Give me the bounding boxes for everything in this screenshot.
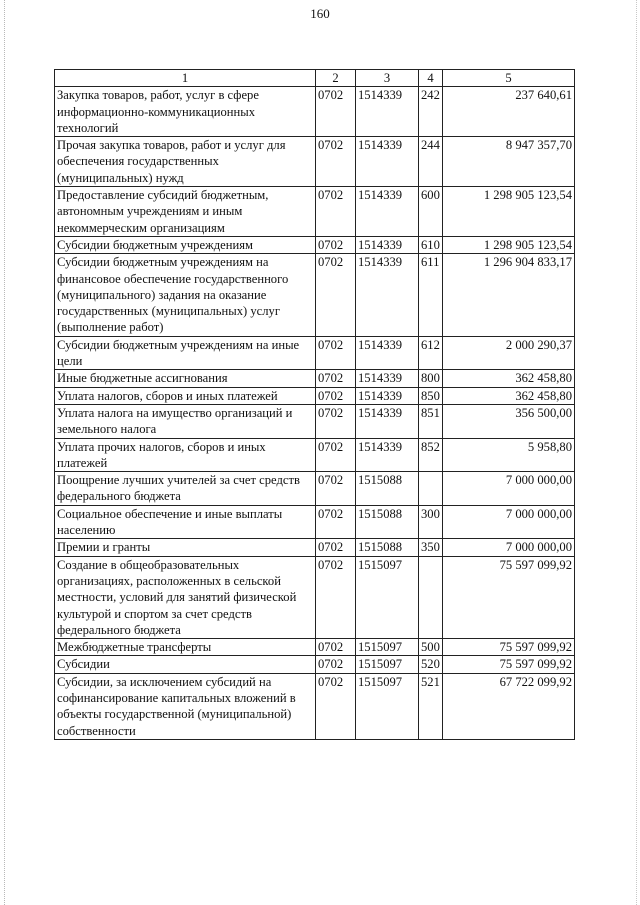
row-expense-type: 612 [419, 336, 443, 370]
table-body [55, 87, 575, 740]
table-row [55, 438, 575, 472]
row-name: Иные бюджетные ассигнования [55, 370, 316, 387]
scan-edge-right [636, 0, 637, 905]
row-name: Предоставление субсидий бюджетным, автономным учреждениям и иным некоммерческим организациям [55, 187, 316, 237]
row-expense-type: 350 [419, 539, 443, 556]
table-row [55, 370, 575, 387]
row-section-code: 0702 [316, 656, 356, 673]
row-expense-type [419, 472, 443, 506]
row-amount: 75 597 099,92 [443, 656, 575, 673]
row-expense-type [419, 556, 443, 638]
row-name: Субсидии бюджетным учреждениям на финансовое обеспечение государственного (муниципального) задания на оказание государственных (муниципальных) услуг (выполнение работ) [55, 254, 316, 336]
row-amount: 2 000 290,37 [443, 336, 575, 370]
header-col-3: 3 [356, 70, 419, 87]
row-amount: 75 597 099,92 [443, 556, 575, 638]
table-row [55, 656, 575, 673]
table-row [55, 187, 575, 237]
row-expense-type: 500 [419, 639, 443, 656]
row-section-code: 0702 [316, 639, 356, 656]
row-amount: 75 597 099,92 [443, 639, 575, 656]
row-target-code: 1515097 [356, 639, 419, 656]
table-row [55, 556, 575, 638]
row-name: Уплата налогов, сборов и иных платежей [55, 387, 316, 404]
row-name: Поощрение лучших учителей за счет средств федерального бюджета [55, 472, 316, 506]
row-target-code: 1514339 [356, 438, 419, 472]
row-section-code: 0702 [316, 370, 356, 387]
header-col-1: 1 [55, 70, 316, 87]
row-section-code: 0702 [316, 472, 356, 506]
row-expense-type: 521 [419, 673, 443, 739]
row-expense-type: 520 [419, 656, 443, 673]
row-amount: 237 640,61 [443, 87, 575, 137]
row-section-code: 0702 [316, 438, 356, 472]
row-section-code: 0702 [316, 673, 356, 739]
row-amount: 5 958,80 [443, 438, 575, 472]
row-section-code: 0702 [316, 404, 356, 438]
row-expense-type: 852 [419, 438, 443, 472]
row-name: Межбюджетные трансферты [55, 639, 316, 656]
table-row [55, 404, 575, 438]
row-expense-type: 851 [419, 404, 443, 438]
row-expense-type: 300 [419, 505, 443, 539]
table-row [55, 505, 575, 539]
row-target-code: 1514339 [356, 87, 419, 137]
row-amount: 7 000 000,00 [443, 505, 575, 539]
row-name: Прочая закупка товаров, работ и услуг для обеспечения государственных (муниципальных) нужд [55, 137, 316, 187]
row-target-code: 1515088 [356, 472, 419, 506]
row-amount: 7 000 000,00 [443, 472, 575, 506]
row-target-code: 1515088 [356, 505, 419, 539]
row-name: Субсидии бюджетным учреждениям на иные цели [55, 336, 316, 370]
row-section-code: 0702 [316, 336, 356, 370]
row-target-code: 1514339 [356, 387, 419, 404]
row-target-code: 1514339 [356, 370, 419, 387]
row-target-code: 1514339 [356, 404, 419, 438]
table-row [55, 137, 575, 187]
row-section-code: 0702 [316, 137, 356, 187]
row-expense-type: 600 [419, 187, 443, 237]
budget-table [54, 69, 575, 740]
row-section-code: 0702 [316, 187, 356, 237]
row-name: Субсидии, за исключением субсидий на софинансирование капитальных вложений в объекты государственной (муниципальной) собственности [55, 673, 316, 739]
table-row [55, 472, 575, 506]
row-expense-type: 244 [419, 137, 443, 187]
row-target-code: 1514339 [356, 254, 419, 336]
table-row [55, 236, 575, 253]
row-amount: 356 500,00 [443, 404, 575, 438]
row-name: Субсидии [55, 656, 316, 673]
row-section-code: 0702 [316, 236, 356, 253]
row-section-code: 0702 [316, 87, 356, 137]
table-row [55, 87, 575, 137]
row-name: Уплата прочих налогов, сборов и иных платежей [55, 438, 316, 472]
row-target-code: 1514339 [356, 336, 419, 370]
table-row [55, 673, 575, 739]
header-col-2: 2 [316, 70, 356, 87]
row-target-code: 1514339 [356, 187, 419, 237]
row-amount: 1 298 905 123,54 [443, 236, 575, 253]
row-target-code: 1514339 [356, 137, 419, 187]
scan-edge-left [4, 0, 5, 905]
table-row [55, 639, 575, 656]
row-amount: 1 298 905 123,54 [443, 187, 575, 237]
row-name: Закупка товаров, работ, услуг в сфере информационно-коммуникационных технологий [55, 87, 316, 137]
row-expense-type: 850 [419, 387, 443, 404]
row-name: Социальное обеспечение и иные выплаты населению [55, 505, 316, 539]
page-number: 160 [310, 6, 330, 21]
row-target-code: 1515097 [356, 673, 419, 739]
header-col-5: 5 [443, 70, 575, 87]
row-expense-type: 242 [419, 87, 443, 137]
row-amount: 67 722 099,92 [443, 673, 575, 739]
row-section-code: 0702 [316, 387, 356, 404]
header-row [55, 70, 575, 87]
row-target-code: 1515097 [356, 556, 419, 638]
row-expense-type: 800 [419, 370, 443, 387]
table-row [55, 336, 575, 370]
table-row [55, 254, 575, 336]
row-name: Создание в общеобразовательных организациях, расположенных в сельской местности, условий для занятий физической культурой и спортом за счет средств федерального бюджета [55, 556, 316, 638]
row-amount: 362 458,80 [443, 387, 575, 404]
row-name: Субсидии бюджетным учреждениям [55, 236, 316, 253]
row-amount: 7 000 000,00 [443, 539, 575, 556]
row-target-code: 1515097 [356, 656, 419, 673]
row-section-code: 0702 [316, 556, 356, 638]
row-name: Уплата налога на имущество организаций и земельного налога [55, 404, 316, 438]
row-name: Премии и гранты [55, 539, 316, 556]
header-col-4: 4 [419, 70, 443, 87]
row-amount: 1 296 904 833,17 [443, 254, 575, 336]
row-expense-type: 610 [419, 236, 443, 253]
row-amount: 362 458,80 [443, 370, 575, 387]
row-section-code: 0702 [316, 505, 356, 539]
row-target-code: 1514339 [356, 236, 419, 253]
row-section-code: 0702 [316, 539, 356, 556]
row-expense-type: 611 [419, 254, 443, 336]
table-row [55, 539, 575, 556]
row-amount: 8 947 357,70 [443, 137, 575, 187]
row-section-code: 0702 [316, 254, 356, 336]
table-row [55, 387, 575, 404]
row-target-code: 1515088 [356, 539, 419, 556]
